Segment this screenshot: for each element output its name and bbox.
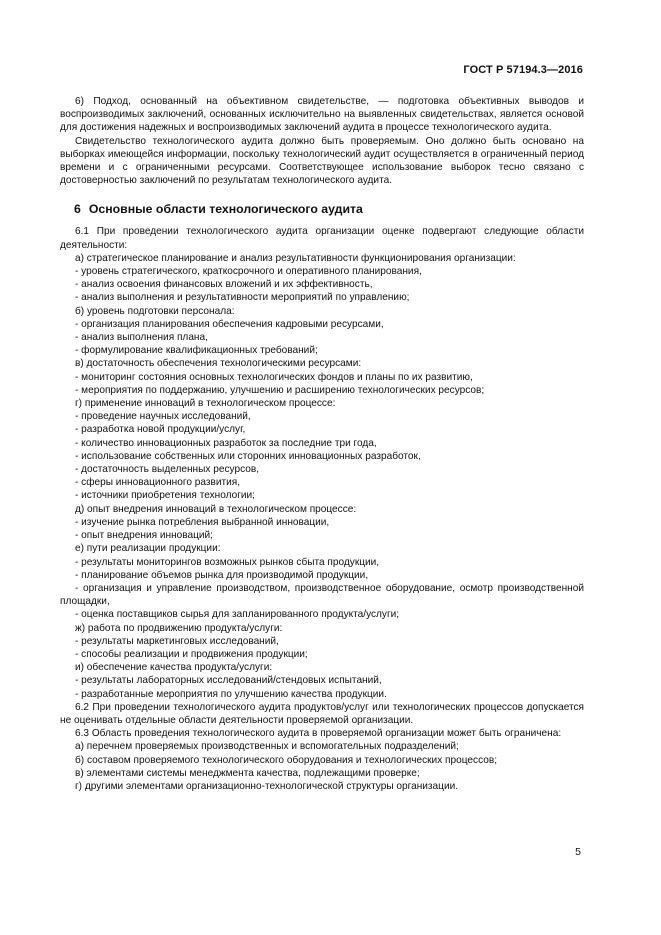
list-subitem: - результаты маркетинговых исследований,	[75, 635, 279, 647]
clause-6-2: 6.2 При проведении технологического аудита продуктов/услуг или технологических процессов допускается не оценивать отдельные области деятельности проверяемой организации.	[60, 701, 584, 726]
section-number: 6	[74, 202, 81, 217]
page-body	[60, 95, 584, 793]
list-subitem: - достаточность выделенных ресурсов,	[75, 464, 260, 476]
list-subitem: - источники приобретения технологии;	[75, 490, 255, 502]
page-number: 5	[575, 846, 581, 858]
clause-6-1: 6.1 При проведении технологического аудита организации оценке подвергают следующие области деятельности:	[60, 226, 584, 251]
list-item-b: б) составом проверяемого технологического оборудования и технологических процессов;	[75, 754, 498, 766]
list-item-e: е) пути реализации продукции:	[75, 543, 221, 555]
list-item-d: д) опыт внедрения инноваций в технологическом процессе:	[75, 503, 357, 515]
section-heading	[74, 202, 584, 217]
list-subitem: - разработка новой продукции/услуг,	[75, 424, 246, 436]
section-content	[60, 225, 584, 793]
list-item-g: г) другими элементами организационно-технологической структуры организации.	[75, 780, 459, 792]
list-item-g: г) применение инноваций в технологическом процессе:	[75, 398, 336, 410]
list-item-a: а) стратегическое планирование и анализ результативности функционирования организации:	[75, 252, 516, 264]
spacer	[60, 187, 584, 202]
list-item-v: в) элементами системы менеджмента качества, подлежащими проверке;	[75, 767, 420, 779]
list-subitem: - анализ выполнения и результативности мероприятий по управлению;	[75, 292, 410, 304]
list-subitem: - результаты мониторингов возможных рынков сбыта продукции,	[75, 556, 380, 568]
clause-6-3: 6.3 Область проведения технологического аудита в проверяемой организации может быть ограничена:	[75, 728, 562, 740]
paragraph-objective-evidence: 6) Подход, основанный на объективном свидетельстве, — подготовка объективных выводов и воспроизводимых заключений, основанных исключительно на выявленных свидетельствах, является основой для достижения надежных и воспроизводимых заключений аудита в процессе технологического аудита.	[60, 96, 584, 134]
list-item-zh: ж) работа по продвижению продукта/услуги:	[75, 622, 283, 634]
list-subitem: - оценка поставщиков сырья для запланированного продукта/услуги;	[75, 609, 400, 621]
list-subitem: - мероприятия по поддержанию, улучшению и расширению технологических ресурсов;	[75, 384, 485, 396]
list-subitem: - сферы инновационного развития,	[75, 477, 241, 489]
document-code-header: ГОСТ Р 57194.3—2016	[463, 64, 583, 76]
list-subitem: - формулирование квалификационных требований;	[75, 345, 318, 357]
list-subitem: - изучение рынка потребления выбранной инновации,	[75, 516, 330, 528]
paragraph-audit-evidence: Свидетельство технологического аудита должно быть проверяемым. Оно должно быть основано на выборках имеющейся информации, поскольку технологический аудит осуществляется в ограниченный период времени и с ограниченными ресурсами. Соответствующее использование выборок тесно связано с достоверностью заключений по результатам технологического аудита.	[60, 135, 584, 187]
list-item-v: в) достаточность обеспечения технологическими ресурсами:	[75, 358, 362, 370]
list-subitem: - способы реализации и продвижения продукции;	[75, 648, 308, 660]
list-subitem: - использование собственных или сторонних инновационных разработок,	[75, 450, 421, 462]
list-subitem: - организация планирования обеспечения кадровыми ресурсами,	[75, 318, 384, 330]
list-subitem: - анализ освоения финансовых вложений и их эффективность,	[75, 279, 373, 291]
list-subitem: - уровень стратегического, краткосрочного и оперативного планирования,	[75, 266, 422, 278]
list-subitem: - планирование объемов рынка для производимой продукции,	[75, 569, 369, 581]
list-subitem: - мониторинг состояния основных технологических фондов и планы по их развитию,	[75, 371, 473, 383]
list-subitem: - результаты лабораторных исследований/стендовых испытаний,	[75, 675, 382, 687]
list-subitem: - анализ выполнения плана,	[75, 332, 208, 344]
list-subitem: - опыт внедрения инноваций;	[75, 530, 213, 542]
list-item-i: и) обеспечение качества продукта/услуги:	[75, 662, 273, 674]
list-item-b: б) уровень подготовки персонала:	[75, 305, 235, 317]
list-subitem: - проведение научных исследований,	[75, 411, 251, 423]
list-subitem: - количество инновационных разработок за последние три года,	[75, 437, 377, 449]
list-subitem: - разработанные мероприятия по улучшению качества продукции.	[75, 688, 387, 700]
list-subitem: - организация и управление производством, производственное оборудование, осмотр производственной площадки,	[60, 582, 584, 608]
list-item-a: а) перечнем проверяемых производственных и вспомогательных подразделений;	[75, 741, 459, 753]
section-title: Основные области технологического аудита	[88, 202, 363, 217]
